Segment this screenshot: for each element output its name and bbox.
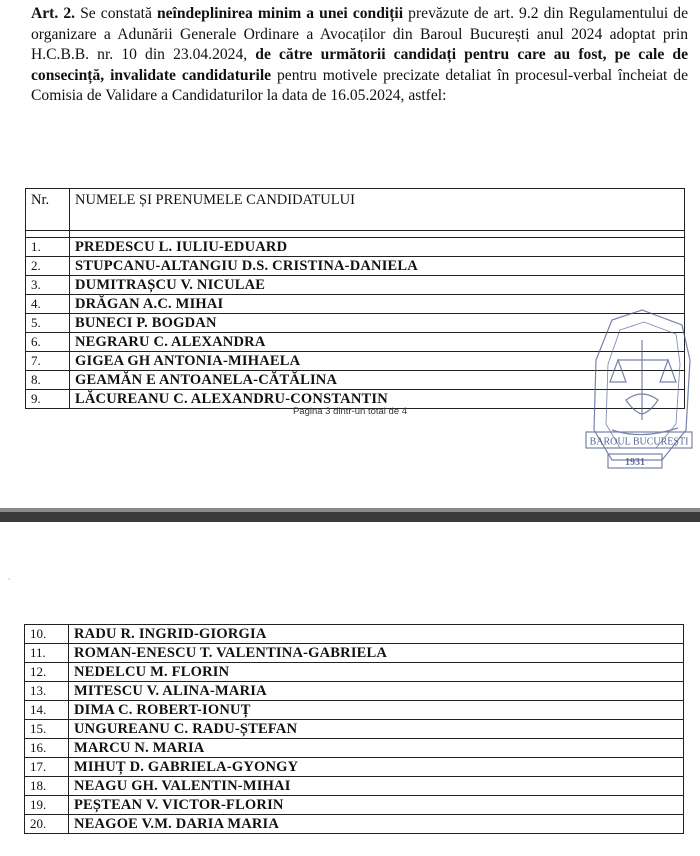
row-number: 2. xyxy=(26,257,70,276)
table-row xyxy=(25,644,684,663)
table-row xyxy=(25,758,684,777)
candidate-name: MITESCU V. ALINA-MARIA xyxy=(69,682,684,701)
header-name: NUMELE ȘI PRENUMELE CANDIDATULUI xyxy=(70,189,685,231)
table-row xyxy=(25,682,684,701)
table-spacer-row xyxy=(26,231,685,238)
row-number: 15. xyxy=(25,720,69,739)
table-row xyxy=(25,796,684,815)
paragraph-text: pentru motivele precizate detaliat în procesul-verbal încheiat de Comisia de Validare a Candidaturilor la data de 16.05.2024, astfel: xyxy=(31,66,688,104)
row-number: 18. xyxy=(25,777,69,796)
document-page-4 xyxy=(0,522,700,856)
candidate-name: STUPCANU-ALTANGIU D.S. CRISTINA-DANIELA xyxy=(70,257,685,276)
candidate-name: NEDELCU M. FLORIN xyxy=(69,663,684,682)
page-separator xyxy=(0,508,700,522)
row-number: 3. xyxy=(26,276,70,295)
page-footer: Pagina 3 dintr-un total de 4 xyxy=(292,406,408,417)
header-nr: Nr. xyxy=(26,189,70,231)
row-number: 16. xyxy=(25,739,69,758)
candidate-name: GEAMĂN E ANTOANELA-CĂTĂLINA xyxy=(70,371,685,390)
table-row xyxy=(25,701,684,720)
article-paragraph xyxy=(31,4,688,107)
table-row xyxy=(25,777,684,796)
row-number: 13. xyxy=(25,682,69,701)
row-number: 10. xyxy=(25,625,69,644)
row-number: 4. xyxy=(26,295,70,314)
table-row xyxy=(25,815,684,834)
table-row xyxy=(26,238,685,257)
table-row xyxy=(26,276,685,295)
row-number: 17. xyxy=(25,758,69,777)
candidate-name: BUNECI P. BOGDAN xyxy=(70,314,685,333)
candidate-name: NEAGOE V.M. DARIA MARIA xyxy=(69,815,684,834)
candidate-name: GIGEA GH ANTONIA-MIHAELA xyxy=(70,352,685,371)
candidate-name: PREDESCU L. IULIU-EDUARD xyxy=(70,238,685,257)
row-number: 14. xyxy=(25,701,69,720)
candidate-name: RADU R. INGRID-GIORGIA xyxy=(69,625,684,644)
candidate-name: MARCU N. MARIA xyxy=(69,739,684,758)
table-row xyxy=(25,663,684,682)
candidate-name: NEGRARU C. ALEXANDRA xyxy=(70,333,685,352)
candidate-name: DUMITRAȘCU V. NICULAE xyxy=(70,276,685,295)
row-number: 9. xyxy=(26,390,70,409)
paragraph-text: Se constată xyxy=(75,5,157,22)
table-header-row xyxy=(26,189,685,231)
paragraph-bold: neîndeplinirea minim a unei condiții xyxy=(156,5,404,22)
row-number: 19. xyxy=(25,796,69,815)
row-number: 8. xyxy=(26,371,70,390)
row-number: 12. xyxy=(25,663,69,682)
candidate-name: ROMAN-ENESCU T. VALENTINA-GABRIELA xyxy=(69,644,684,663)
stamp-year: 1931 xyxy=(625,457,645,468)
candidate-name: MIHUȚ D. GABRIELA-GYONGY xyxy=(69,758,684,777)
row-number: 5. xyxy=(26,314,70,333)
article-number: Art. 2. xyxy=(31,5,76,22)
candidates-table-page-4 xyxy=(24,624,684,834)
row-number: 1. xyxy=(26,238,70,257)
table-row xyxy=(25,720,684,739)
paragraph-bold: de către următorii candidați pentru care au fost, pe cale de consecință, invalidate candidaturile xyxy=(31,46,688,84)
candidate-name: PEȘTEAN V. VICTOR-FLORIN xyxy=(69,796,684,815)
row-number: 11. xyxy=(25,644,69,663)
paragraph-text: prevăzute de art. 9.2 din Regulamentului de organizare a Adunării Generale Ordinare a Avocaților din Baroul București anul 2024 adoptat prin H.C.B.B. nr. 10 din 23.04.2024, xyxy=(31,5,688,63)
row-number: 7. xyxy=(26,352,70,371)
candidate-name: NEAGU GH. VALENTIN-MIHAI xyxy=(69,777,684,796)
candidate-name: UNGUREANU C. RADU-ȘTEFAN xyxy=(69,720,684,739)
row-number: 20. xyxy=(25,815,69,834)
bar-seal-stamp xyxy=(582,300,694,476)
row-number: 6. xyxy=(26,333,70,352)
candidate-name: LĂCUREANU C. ALEXANDRU-CONSTANTIN xyxy=(70,390,685,409)
table-row xyxy=(25,739,684,758)
stamp-text: BAROUL BUCUREȘTI xyxy=(589,436,689,448)
scan-speck: ⸱ xyxy=(8,574,11,584)
candidate-name: DRĂGAN A.C. MIHAI xyxy=(70,295,685,314)
table-row xyxy=(25,625,684,644)
table-row xyxy=(26,257,685,276)
candidate-name: DIMA C. ROBERT-IONUȚ xyxy=(69,701,684,720)
